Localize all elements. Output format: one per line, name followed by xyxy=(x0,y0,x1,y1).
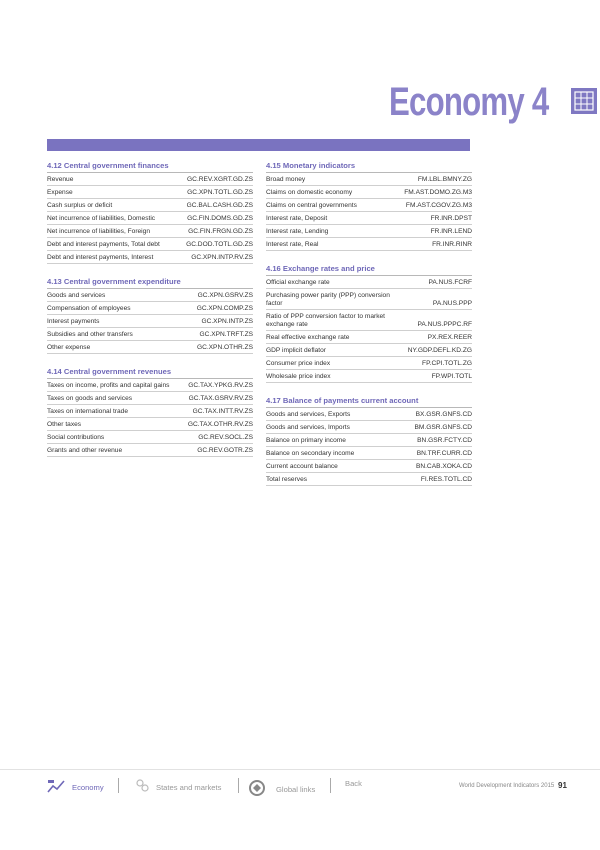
page-title: Economy 4 xyxy=(388,80,548,124)
indicator-row xyxy=(47,392,253,405)
indicator-code: BM.GSR.GNFS.CD xyxy=(414,424,472,431)
footer-back-link[interactable] xyxy=(345,779,362,788)
indicator-code: GC.TAX.YPKG.RV.ZS xyxy=(188,382,253,389)
indicator-code: BN.TRF.CURR.CD xyxy=(416,450,472,457)
indicator-code: FR.INR.DPST xyxy=(430,215,472,222)
indicator-code: GC.DOD.TOTL.GD.ZS xyxy=(186,241,253,248)
footer-states-label: States and markets xyxy=(156,782,222,792)
indicator-row xyxy=(47,405,253,418)
grid-chart-icon xyxy=(571,88,597,114)
indicator-code: GC.TAX.INTT.RV.ZS xyxy=(192,408,253,415)
section-gap xyxy=(47,264,253,276)
indicator-label: Claims on central governments xyxy=(266,202,357,209)
indicator-code: BN.CAB.XOKA.CD xyxy=(415,463,472,470)
indicator-row xyxy=(47,238,253,251)
footer-economy-label: Economy xyxy=(72,782,104,792)
indicator-label: Net incurrence of liabilities, Domestic xyxy=(47,215,156,222)
indicator-code: BN.GSR.FCTY.CD xyxy=(417,437,472,444)
indicator-row xyxy=(47,212,253,225)
states-icon xyxy=(134,779,150,795)
indicator-label: Taxes on goods and services xyxy=(47,395,133,402)
indicator-row xyxy=(266,357,472,370)
right-column xyxy=(266,160,472,486)
indicator-code: PA.NUS.PPP xyxy=(432,300,472,307)
indicator-code: GC.REV.GOTR.ZS xyxy=(197,447,253,454)
section-gap xyxy=(266,383,472,395)
indicator-row xyxy=(47,289,253,302)
indicator-row xyxy=(47,186,253,199)
indicator-row xyxy=(266,434,472,447)
indicator-row xyxy=(266,447,472,460)
globe-icon xyxy=(248,779,266,799)
indicator-row xyxy=(47,199,253,212)
indicator-row xyxy=(266,276,472,289)
indicator-code: GC.XPN.OTHR.ZS xyxy=(196,344,253,351)
indicator-row xyxy=(266,370,472,383)
indicator-row xyxy=(266,225,472,238)
indicator-label: Compensation of employees xyxy=(47,305,131,312)
indicator-row xyxy=(266,344,472,357)
indicator-code: GC.TAX.OTHR.RV.ZS xyxy=(187,421,253,428)
indicator-label: Taxes on international trade xyxy=(47,408,129,415)
indicator-code: PX.REX.REER xyxy=(427,334,472,341)
indicator-label: Social contributions xyxy=(47,434,105,441)
indicator-label: Real effective exchange rate xyxy=(266,334,350,341)
indicator-label: Goods and services, Imports xyxy=(266,424,350,431)
indicator-row xyxy=(266,460,472,473)
indicator-label: Expense xyxy=(47,189,73,196)
indicator-code: GC.FIN.DOMS.GD.ZS xyxy=(187,215,253,222)
indicator-code: FI.RES.TOTL.CD xyxy=(420,476,472,483)
indicator-row xyxy=(266,331,472,344)
indicator-label: Claims on domestic economy xyxy=(266,189,353,196)
section-gap xyxy=(266,251,472,263)
indicator-label: Grants and other revenue xyxy=(47,447,123,454)
indicator-label: Taxes on income, profits and capital gains xyxy=(47,382,170,389)
indicator-label: Goods and services xyxy=(47,292,106,299)
indicator-label: Net incurrence of liabilities, Foreign xyxy=(47,228,150,235)
indicator-code: GC.BAL.CASH.GD.ZS xyxy=(186,202,253,209)
indicator-row xyxy=(47,444,253,457)
indicator-label: Wholesale price index xyxy=(266,373,331,380)
indicator-code: GC.XPN.INTP.ZS xyxy=(201,318,253,325)
indicator-code: BX.GSR.GNFS.CD xyxy=(415,411,472,418)
indicator-row xyxy=(266,310,472,331)
indicator-label: Consumer price index xyxy=(266,360,331,367)
indicator-code: FM.AST.CGOV.ZG.M3 xyxy=(405,202,472,209)
indicator-code: GC.REV.XGRT.GD.ZS xyxy=(187,176,253,183)
indicator-code: FR.INR.RINR xyxy=(432,241,472,248)
indicator-code: FM.AST.DOMO.ZG.M3 xyxy=(404,189,472,196)
footer-separator xyxy=(330,778,331,793)
indicator-row xyxy=(266,186,472,199)
footer-global-label: Global links xyxy=(276,784,316,794)
page-number: 91 xyxy=(558,781,567,790)
indicator-label: Official exchange rate xyxy=(266,279,330,286)
section-title: 4.17 Balance of payments current account xyxy=(266,395,472,408)
indicator-code: GC.TAX.GSRV.RV.ZS xyxy=(188,395,253,402)
indicator-code: NY.GDP.DEFL.KD.ZG xyxy=(407,347,472,354)
section-gap xyxy=(47,354,253,366)
indicator-row xyxy=(47,251,253,264)
indicator-row xyxy=(47,173,253,186)
indicator-label: GDP implicit deflator xyxy=(266,347,326,354)
indicator-row xyxy=(266,212,472,225)
indicator-label: Broad money xyxy=(266,176,306,183)
indicator-code: PA.NUS.PPPC.RF xyxy=(417,321,472,328)
footer-global-link[interactable] xyxy=(248,779,315,799)
indicator-label: Other expense xyxy=(47,344,91,351)
indicator-label: Revenue xyxy=(47,176,74,183)
indicator-label: Debt and interest payments, Interest xyxy=(47,254,154,261)
indicator-label: Total reserves xyxy=(266,476,308,483)
indicator-row xyxy=(266,421,472,434)
indicator-label: Subsidies and other transfers xyxy=(47,331,133,338)
indicator-code: GC.XPN.TRFT.ZS xyxy=(199,331,253,338)
indicator-row xyxy=(47,341,253,354)
section-title: 4.16 Exchange rates and price xyxy=(266,263,472,276)
indicator-label: Interest rate, Real xyxy=(266,241,319,248)
indicator-label: Goods and services, Exports xyxy=(266,411,351,418)
indicator-code: GC.REV.SOCL.ZS xyxy=(198,434,253,441)
indicator-row xyxy=(47,379,253,392)
indicator-label: Purchasing power parity (PPP) conversion factor xyxy=(266,292,390,307)
indicator-row xyxy=(47,315,253,328)
indicator-row xyxy=(266,199,472,212)
left-column xyxy=(47,160,253,457)
indicator-code: GC.XPN.INTP.RV.ZS xyxy=(191,254,253,261)
indicator-code: GC.XPN.COMP.ZS xyxy=(196,305,253,312)
footer-separator xyxy=(118,778,119,793)
indicator-row xyxy=(47,302,253,315)
footer-separator xyxy=(238,778,239,793)
publication-name: World Development Indicators 2015 xyxy=(459,783,555,789)
indicator-row xyxy=(47,225,253,238)
footer-divider xyxy=(0,769,600,770)
section-title: 4.14 Central government revenues xyxy=(47,366,253,379)
indicator-code: PA.NUS.FCRF xyxy=(428,279,472,286)
footer xyxy=(0,776,600,796)
indicator-row xyxy=(47,418,253,431)
indicator-label: Interest rate, Deposit xyxy=(266,215,328,222)
indicator-code: FP.CPI.TOTL.ZG xyxy=(422,360,472,367)
indicator-code: GC.XPN.TOTL.GD.ZS xyxy=(187,189,253,196)
section-title: 4.13 Central government expenditure xyxy=(47,276,253,289)
indicator-label: Interest rate, Lending xyxy=(266,228,329,235)
indicator-row xyxy=(266,289,472,310)
footer-back-label: Back xyxy=(345,779,362,788)
indicator-code: FM.LBL.BMNY.ZG xyxy=(417,176,472,183)
footer-economy-link[interactable] xyxy=(47,779,104,795)
economy-icon xyxy=(47,779,67,795)
indicator-label: Cash surplus or deficit xyxy=(47,202,113,209)
indicator-label: Balance on secondary income xyxy=(266,450,355,457)
section-title: 4.12 Central government finances xyxy=(47,160,253,173)
indicator-label: Balance on primary income xyxy=(266,437,346,444)
indicator-row xyxy=(47,431,253,444)
indicator-code: GC.XPN.GSRV.ZS xyxy=(197,292,253,299)
indicator-label: Ratio of PPP conversion factor to market exchange rate xyxy=(266,313,385,328)
section-title: 4.15 Monetary indicators xyxy=(266,160,472,173)
indicator-label: Interest payments xyxy=(47,318,100,325)
indicator-code: FP.WPI.TOTL xyxy=(431,373,472,380)
indicator-code: GC.FIN.FRGN.GD.ZS xyxy=(188,228,253,235)
indicator-code: FR.INR.LEND xyxy=(430,228,472,235)
indicator-row xyxy=(266,238,472,251)
indicator-row xyxy=(47,328,253,341)
header-bar xyxy=(47,139,470,151)
indicator-row xyxy=(266,173,472,186)
indicator-label: Debt and interest payments, Total debt xyxy=(47,241,160,248)
indicator-label: Current account balance xyxy=(266,463,338,470)
indicator-row xyxy=(266,408,472,421)
indicator-row xyxy=(266,473,472,486)
footer-states-link[interactable] xyxy=(134,779,221,795)
indicator-label: Other taxes xyxy=(47,421,82,428)
